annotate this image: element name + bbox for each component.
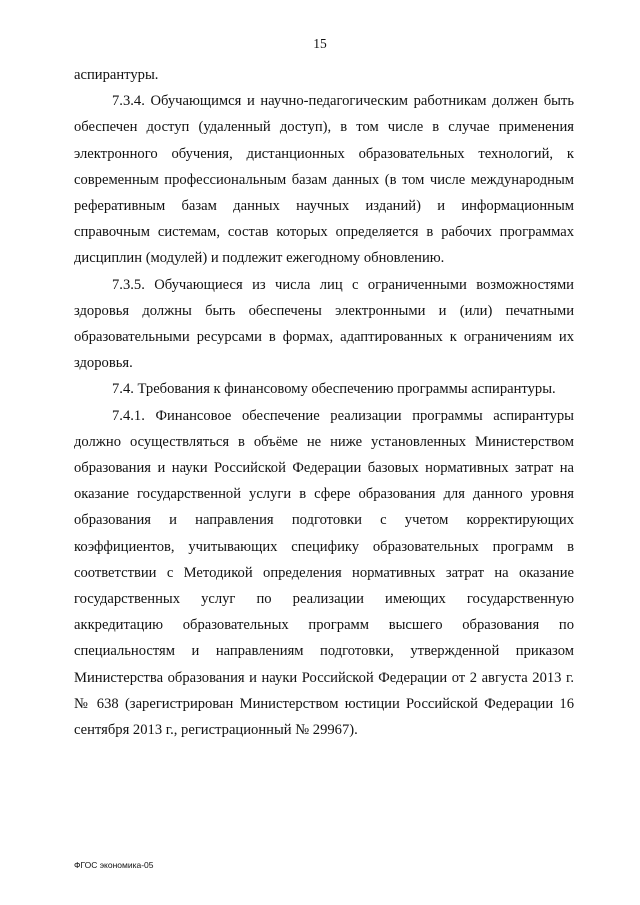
paragraph-7-4-1: 7.4.1. Финансовое обеспечение реализации программы аспирантуры должно осуществляться в объёме не ниже установленных Министерством образования и науки Российской Федерации базовых нормативных затрат на оказание государственной услуги в сфере образования для данного уровня образования и направления подготовки с учетом корректирующих коэффициентов, учитывающих специфику образовательных программ в соответствии с Методикой определения нормативных затрат на оказание государственных услуг по реализации имеющих государственную аккредитацию образовательных программ высшего образования по специальностям и направлениям подготовки, утвержденной приказом Министерства образования и науки Российской Федерации от 2 августа 2013 г. № 638 (зарегистрирован Министерством юстиции Российской Федерации 16 сентября 2013 г., регистрационный № 29967).: [74, 407, 574, 739]
paragraph-7-4: 7.4. Требования к финансовому обеспечению программы аспирантуры.: [112, 381, 556, 398]
paragraph-7-3-5: 7.3.5. Обучающиеся из числа лиц с ограниченными возможностями здоровья должны быть обеспечены электронными и (или) печатными образовательными ресурсами в формах, адаптированных к ограничениям их здоровья.: [74, 276, 574, 372]
paragraph-7-3-4: 7.3.4. Обучающимся и научно-педагогическим работникам должен быть обеспечен доступ (удаленный доступ), в том числе в случае применения электронного обучения, дистанционных образовательных технологий, к современным профессиональным базам данных (в том числе международным реферативным базам данных научных изданий) и информационным справочным системам, состав которых определяется в рабочих программах дисциплин (модулей) и подлежит ежегодному обновлению.: [74, 93, 574, 267]
page-number: 15: [313, 36, 327, 51]
document-body: [74, 62, 574, 743]
paragraph-continuation: аспирантуры.: [74, 67, 159, 83]
page-footer: ФГОС экономика-05: [74, 860, 154, 870]
